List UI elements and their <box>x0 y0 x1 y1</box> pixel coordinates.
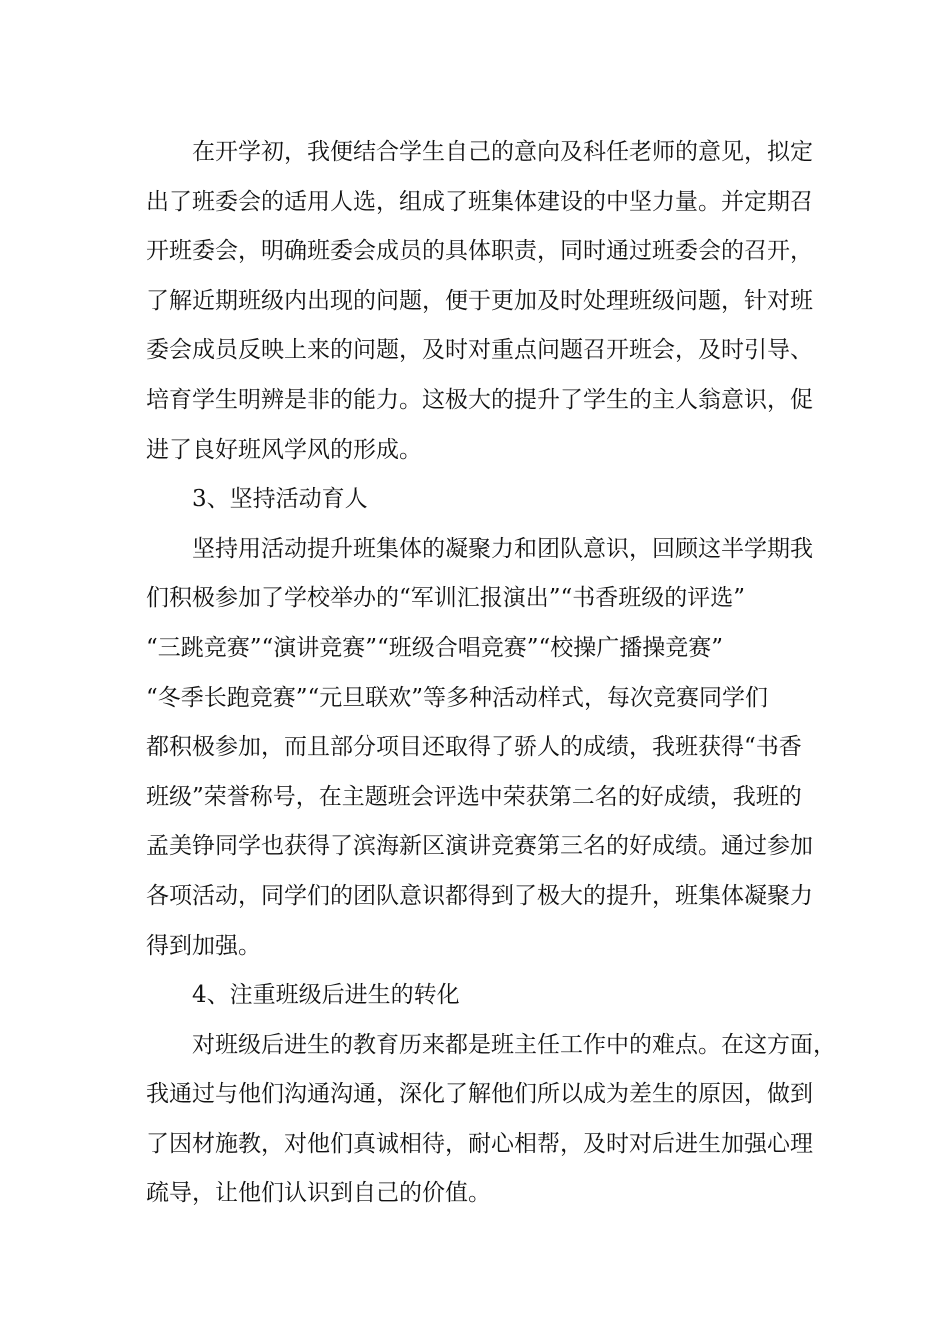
paragraph-line: 们积极参加了学校举办的“军训汇报演出”“书香班级的评选” <box>146 585 746 612</box>
paragraph-line: 我通过与他们沟通沟通，深化了解他们所以成为差生的原因，做到 <box>146 1081 813 1108</box>
paragraph-line: 孟美铮同学也获得了滨海新区演讲竞赛第三名的好成绩。通过参加 <box>146 833 813 860</box>
section-heading: 3、坚持活动育人 <box>192 486 368 513</box>
paragraph-line: 了解近期班级内出现的问题，便于更加及时处理班级问题，针对班 <box>146 287 813 314</box>
paragraph-line: 都积极参加，而且部分项目还取得了骄人的成绩，我班获得“书香 <box>146 734 802 761</box>
paragraph-line: 培育学生明辨是非的能力。这极大的提升了学生的主人翁意识，促 <box>146 386 813 413</box>
paragraph-line: 得到加强。 <box>146 932 261 959</box>
paragraph-line: 对班级后进生的教育历来都是班主任工作中的难点。在这方面， <box>192 1031 836 1058</box>
paragraph-line: 坚持用活动提升班集体的凝聚力和团队意识，回顾这半学期我 <box>192 535 813 562</box>
section-heading: 4、注重班级后进生的转化 <box>192 982 460 1009</box>
paragraph-line: 进了良好班风学风的形成。 <box>146 436 422 463</box>
paragraph-line: 疏导，让他们认识到自己的价值。 <box>146 1180 491 1207</box>
paragraph-line: “三跳竞赛”“演讲竞赛”“班级合唱竞赛”“校操广播操竞赛” <box>146 634 724 661</box>
paragraph-line: 了因材施教，对他们真诚相待，耐心相帮，及时对后进生加强心理 <box>146 1130 813 1157</box>
paragraph-line: 开班委会，明确班委会成员的具体职责，同时通过班委会的召开， <box>146 238 813 265</box>
document-body <box>146 128 836 1219</box>
paragraph-line: “冬季长跑竞赛”“元旦联欢”等多种活动样式，每次竞赛同学们 <box>146 684 769 711</box>
paragraph-line: 在开学初，我便结合学生自己的意向及科任老师的意见，拟定 <box>192 139 813 165</box>
paragraph-line: 委会成员反映上来的问题，及时对重点问题召开班会，及时引导、 <box>146 337 813 364</box>
paragraph-line: 各项活动，同学们的团队意识都得到了极大的提升，班集体凝聚力 <box>146 882 813 909</box>
paragraph-line: 出了班委会的适用人选，组成了班集体建设的中坚力量。并定期召 <box>146 188 813 215</box>
paragraph-line: 班级”荣誉称号，在主题班会评选中荣获第二名的好成绩，我班的 <box>146 783 802 810</box>
